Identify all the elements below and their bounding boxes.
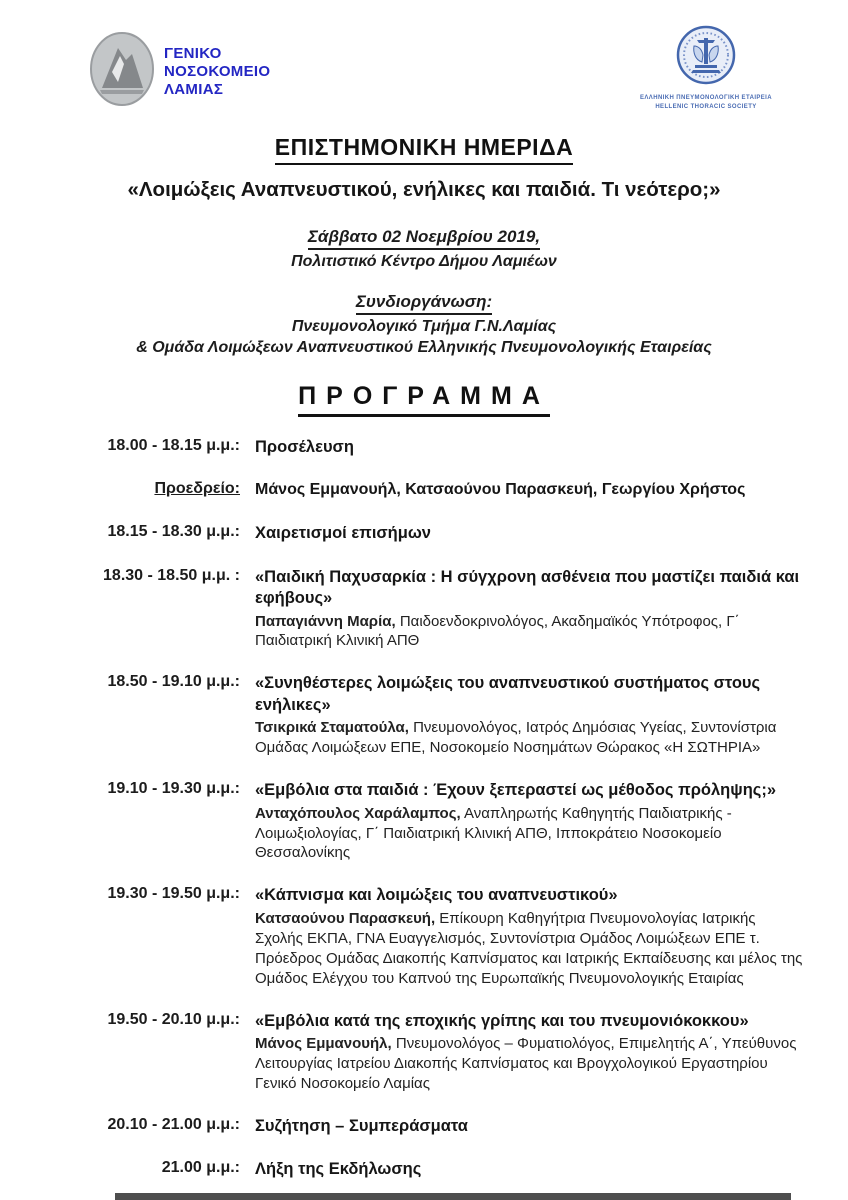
- session-time-text: 18.15 - 18.30 μ.μ.:: [107, 523, 240, 541]
- session-time-text: 20.10 - 21.00 μ.μ.:: [107, 1115, 240, 1133]
- hospital-name-line3: ΛΑΜΙΑΣ: [164, 80, 224, 98]
- speaker-credentials: Πνευμονολόγος – Φυματιολόγος, Επιμελητής Α΄, Υπεύθυνος Λειτουργίας Ιατρείου Διακοπής Καπνίσματος και Βρογχολογικού Εργαστηρίου Γενικό Νοσοκομείο Λαμίας: [255, 1035, 797, 1092]
- thoracic-society-logo: [622, 24, 790, 112]
- program-row: [85, 523, 805, 544]
- hospital-name: [164, 45, 270, 99]
- session-body: [255, 567, 805, 652]
- lamia-hospital-emblem-icon: [88, 30, 156, 113]
- program-list: [85, 437, 805, 1181]
- event-date: Σάββατο 02 Νοεμβρίου 2019,: [308, 227, 540, 250]
- session-time: [85, 673, 240, 758]
- session-title: «Παιδική Παχυσαρκία : Η σύγχρονη ασθένεια που μαστίζει παιδιά και εφήβους»: [255, 567, 800, 608]
- session-title: Μάνος Εμμανουήλ, Κατσαούνου Παρασκευή, Γεωργίου Χρήστος: [255, 481, 746, 499]
- session-title: «Συνηθέστερες λοιμώξεις του αναπνευστικού συστήματος στους ενήλικες»: [255, 674, 761, 714]
- session-title: «Κάπνισμα και λοιμώξεις του αναπνευστικού»: [255, 886, 618, 905]
- event-title-wrap: [0, 134, 848, 165]
- session-time-text: 18.30 - 18.50 μ.μ. :: [103, 566, 240, 584]
- session-title: Προσέλευση: [255, 438, 354, 456]
- session-time-text: 18.00 - 18.15 μ.μ.:: [107, 437, 240, 454]
- chair-label: [85, 480, 240, 501]
- date-block: [0, 227, 848, 271]
- program-row: [85, 673, 805, 758]
- session-speaker-details: [255, 1034, 805, 1094]
- session-title: Συζήτηση – Συμπεράσματα: [255, 1116, 468, 1135]
- session-body: [255, 1159, 805, 1180]
- society-name-greek: ΕΛΛΗΝΙΚΗ ΠΝΕΥΜΟΝΟΛΟΓΙΚΗ ΕΤΑΙΡΕΙΑ: [640, 95, 772, 101]
- session-body: [255, 1116, 805, 1137]
- session-time-text: 19.50 - 20.10 μ.μ.:: [107, 1010, 240, 1028]
- session-time: [85, 1011, 240, 1094]
- page-bottom-bar: [115, 1193, 791, 1200]
- program-row: [85, 885, 805, 988]
- program-row: [85, 1116, 805, 1137]
- session-body: [255, 437, 805, 458]
- program-heading: ΠΡΟΓΡΑΜΜΑ: [298, 382, 550, 417]
- event-venue: Πολιτιστικό Κέντρο Δήμου Λαμιέων: [291, 253, 557, 270]
- session-title: «Εμβόλια στα παιδιά : Έχουν ξεπεραστεί ως μέθοδος πρόληψης;»: [255, 781, 777, 800]
- session-time: [85, 885, 240, 988]
- session-speaker-details: [255, 612, 805, 652]
- session-speaker-details: [255, 718, 805, 758]
- session-time-text: 19.10 - 19.30 μ.μ.:: [107, 780, 240, 798]
- coorganization-block: [0, 292, 848, 357]
- session-title: Λήξη της Εκδήλωσης: [255, 1160, 422, 1179]
- hospital-name-line2: ΝΟΣΟΚΟΜΕΙΟ: [164, 62, 271, 80]
- session-time: [85, 1116, 240, 1137]
- hospital-logo: [88, 30, 270, 113]
- speaker-credentials: Αναπληρωτής Καθηγητής Παιδιατρικής - Λοιμωξιολογίας, Γ΄ Παιδιατρική Κλινική ΑΠΘ, Ιπποκράτειο Νοσοκομείο Θεσσαλονίκης: [255, 804, 732, 862]
- session-time: [85, 523, 240, 544]
- coorganizer-1: Πνευμονολογικό Τμήμα Γ.Ν.Λαμίας: [291, 318, 557, 335]
- event-title: ΕΠΙΣΤΗΜΟΝΙΚΗ ΗΜΕΡΙΔΑ: [275, 134, 573, 165]
- session-speaker-details: [255, 909, 805, 989]
- session-time: [85, 437, 240, 458]
- speaker-name: Ανταχόπουλος Χαράλαμπος,: [255, 804, 461, 822]
- coorganization-label-wrap: [0, 292, 848, 315]
- session-body: [255, 780, 805, 863]
- speaker-name: Τσικρικά Σταματούλα,: [255, 719, 409, 737]
- session-time: [85, 780, 240, 863]
- speaker-name: Παπαγιάννη Μαρία,: [255, 612, 396, 630]
- session-body: [255, 673, 805, 758]
- program-heading-wrap: [0, 382, 848, 417]
- society-name: [622, 94, 790, 112]
- speaker-credentials: Πνευμονολόγος, Ιατρός Δημόσιας Υγείας, Συντονίστρια Ομάδας Λοιμώξεων ΕΠΕ, Νοσοκομείο Νοσημάτων Θώρακος «Η ΣΩΤΗΡΙΑ»: [255, 719, 777, 757]
- lungs-emblem-icon: [675, 73, 737, 90]
- speaker-name: Μάνος Εμμανουήλ,: [255, 1035, 392, 1053]
- session-time-text: 18.50 - 19.10 μ.μ.:: [107, 673, 240, 691]
- document-header: [0, 0, 848, 112]
- event-subtitle: «Λοιμώξεις Αναπνευστικού, ενήλικες και παιδιά. Τι νεότερο;»: [127, 178, 721, 201]
- session-title: Χαιρετισμοί επισήμων: [255, 524, 431, 543]
- session-body: [255, 885, 805, 988]
- program-row: [85, 567, 805, 652]
- coorganizer-2: & Ομάδα Λοιμώξεων Αναπνευστικού Ελληνικής Πνευμονολογικής Εταιρείας: [136, 339, 712, 356]
- coorganization-label: Συνδιοργάνωση:: [356, 292, 492, 315]
- society-name-english: HELLENIC THORACIC SOCIETY: [655, 104, 757, 110]
- session-time: [85, 567, 240, 652]
- hospital-name-line1: ΓΕΝΙΚΟ: [164, 44, 222, 62]
- speaker-name: Κατσαούνου Παρασκευή,: [255, 909, 436, 927]
- session-body: [255, 480, 805, 501]
- program-row: [85, 1159, 805, 1180]
- speaker-credentials: Παιδοενδοκρινολόγος, Ακαδημαϊκός Υπότροφος, Γ΄ Παιδιατρική Κλινική ΑΠΘ: [255, 612, 740, 650]
- speaker-credentials: Επίκουρη Καθηγήτρια Πνευμονολογίας Ιατρικής Σχολής ΕΚΠΑ, ΓΝΑ Ευαγγελισμός, Συντονίστρια Ομάδος Λοιμώξεων ΕΠΕ τ. Πρόεδρος Ομάδας Διακοπής Καπνίσματος και Ιατρικής Εκπαίδευσης και μέλος της Ομάδος Ελέγχου του Καπνού της Ευρωπαϊκής Πνευμονολογικής Εταιρίας: [255, 909, 803, 987]
- program-row: [85, 480, 805, 501]
- program-row: [85, 780, 805, 863]
- session-body: [255, 523, 805, 544]
- session-time-text: Προεδρείο:: [154, 480, 240, 498]
- session-time-text: 21.00 μ.μ.:: [161, 1159, 240, 1177]
- program-row: [85, 437, 805, 458]
- session-body: [255, 1011, 805, 1094]
- session-time: [85, 1159, 240, 1180]
- event-date-wrap: [0, 227, 848, 250]
- session-time-text: 19.30 - 19.50 μ.μ.:: [107, 885, 240, 903]
- session-speaker-details: [255, 804, 805, 864]
- program-row: [85, 1011, 805, 1094]
- session-title: «Εμβόλια κατά της εποχικής γρίπης και του πνευμονιόκοκκου»: [255, 1011, 749, 1030]
